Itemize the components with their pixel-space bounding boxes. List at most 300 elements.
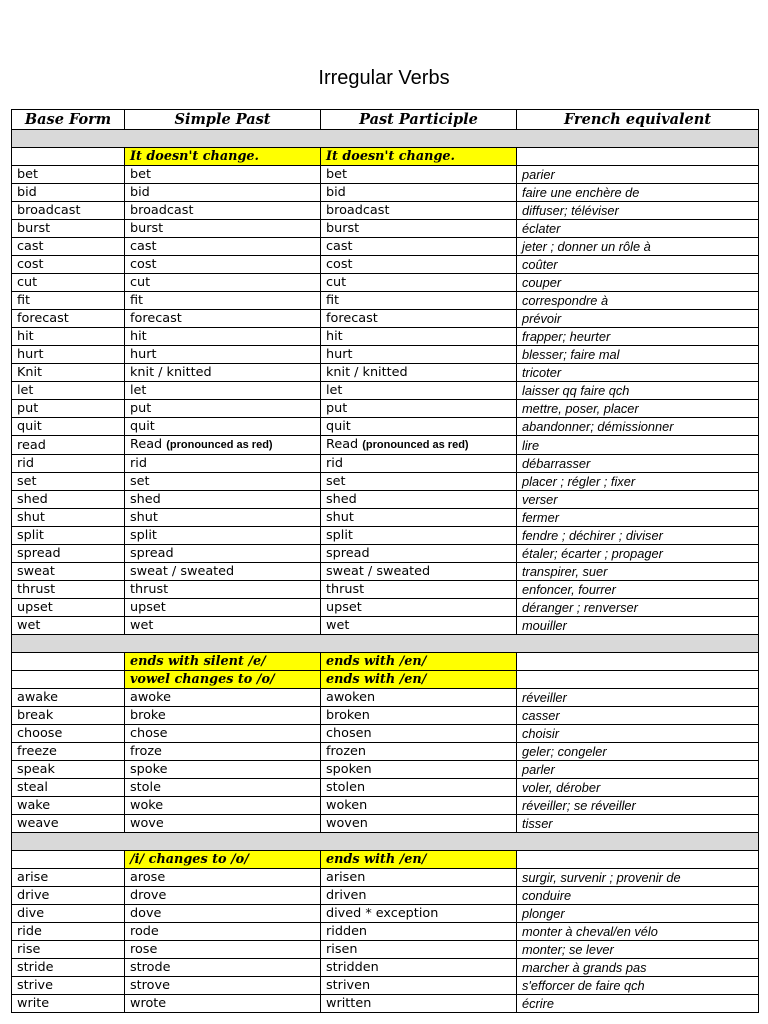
verb-form: rid <box>326 456 343 471</box>
french-equivalent-cell: marcher à grands pas <box>517 959 759 977</box>
verb-form: frozen <box>326 744 367 759</box>
past-participle-cell <box>321 491 517 509</box>
verb-form: arose <box>130 870 166 885</box>
base-form-cell: stride <box>12 959 125 977</box>
base-form-cell: set <box>12 473 125 491</box>
verb-form: split <box>130 528 157 543</box>
simple-past-cell <box>125 310 321 328</box>
french-equivalent-cell: surgir, survenir ; provenir de <box>517 869 759 887</box>
table-row <box>12 743 759 761</box>
base-form-cell: drive <box>12 887 125 905</box>
table-row <box>12 202 759 220</box>
french-equivalent-cell: plonger <box>517 905 759 923</box>
verb-form: shut <box>326 510 354 525</box>
french-equivalent-cell: lire <box>517 436 759 455</box>
table-row <box>12 887 759 905</box>
verb-form: bet <box>326 167 348 182</box>
base-form-cell: weave <box>12 815 125 833</box>
base-form-cell: bid <box>12 184 125 202</box>
simple-past-cell <box>125 292 321 310</box>
french-equivalent-cell: réveiller <box>517 689 759 707</box>
verb-form: rose <box>130 942 158 957</box>
french-equivalent-cell: diffuser; téléviser <box>517 202 759 220</box>
french-equivalent-cell: laisser qq faire qch <box>517 382 759 400</box>
separator-cell <box>12 833 759 851</box>
label-empty-cell <box>12 653 125 671</box>
base-form-cell: hit <box>12 328 125 346</box>
base-form-cell: fit <box>12 292 125 310</box>
base-form-cell: shed <box>12 491 125 509</box>
label-empty-cell <box>12 671 125 689</box>
simple-past-cell <box>125 418 321 436</box>
french-equivalent-cell: choisir <box>517 725 759 743</box>
french-equivalent-cell: déranger ; renverser <box>517 599 759 617</box>
label-past-participle: ends with /en/ <box>321 851 517 869</box>
table-row <box>12 491 759 509</box>
table-row <box>12 797 759 815</box>
base-form-cell: strive <box>12 977 125 995</box>
verb-form: broadcast <box>326 203 390 218</box>
section-label-row <box>12 653 759 671</box>
simple-past-cell <box>125 436 321 455</box>
base-form-cell: put <box>12 400 125 418</box>
verb-form: cost <box>326 257 353 272</box>
simple-past-cell <box>125 797 321 815</box>
verb-form: hurt <box>326 347 353 362</box>
past-participle-cell <box>321 725 517 743</box>
simple-past-cell <box>125 328 321 346</box>
simple-past-cell <box>125 166 321 184</box>
table-row <box>12 599 759 617</box>
table-row <box>12 382 759 400</box>
past-participle-cell <box>321 887 517 905</box>
verb-form: burst <box>130 221 164 236</box>
verb-form: spoke <box>130 762 168 777</box>
verb-form: wet <box>326 618 350 633</box>
past-participle-cell <box>321 869 517 887</box>
past-participle-cell <box>321 220 517 238</box>
verb-form: chosen <box>326 726 372 741</box>
table-row <box>12 418 759 436</box>
verb-form: forecast <box>326 311 378 326</box>
verb-form: spread <box>130 546 174 561</box>
french-equivalent-cell: abandonner; démissionner <box>517 418 759 436</box>
past-participle-cell <box>321 743 517 761</box>
table-row <box>12 220 759 238</box>
base-form-cell: forecast <box>12 310 125 328</box>
verb-form: hurt <box>130 347 157 362</box>
base-form-cell: hurt <box>12 346 125 364</box>
verb-form: cast <box>326 239 353 254</box>
french-equivalent-cell: parier <box>517 166 759 184</box>
table-row <box>12 941 759 959</box>
base-form-cell: dive <box>12 905 125 923</box>
label-empty-cell <box>517 148 759 166</box>
base-form-cell: speak <box>12 761 125 779</box>
verb-form: quit <box>130 419 155 434</box>
french-equivalent-cell: transpirer, suer <box>517 563 759 581</box>
verb-form: dove <box>130 906 162 921</box>
table-row <box>12 436 759 455</box>
table-row <box>12 400 759 418</box>
past-participle-cell <box>321 707 517 725</box>
verb-form: drove <box>130 888 167 903</box>
french-equivalent-cell: couper <box>517 274 759 292</box>
verb-form: wet <box>130 618 154 633</box>
table-row <box>12 328 759 346</box>
verb-form: put <box>326 401 348 416</box>
french-equivalent-cell: placer ; régler ; fixer <box>517 473 759 491</box>
verb-form: woke <box>130 798 164 813</box>
table-row <box>12 184 759 202</box>
verb-form: chose <box>130 726 168 741</box>
table-row <box>12 905 759 923</box>
simple-past-cell <box>125 545 321 563</box>
simple-past-cell <box>125 491 321 509</box>
verb-form: knit / knitted <box>130 365 212 380</box>
header-row <box>12 110 759 130</box>
french-equivalent-cell: étaler; écarter ; propager <box>517 545 759 563</box>
section-separator <box>12 635 759 653</box>
base-form-cell: upset <box>12 599 125 617</box>
verb-form: driven <box>326 888 367 903</box>
header-french-equivalent: French equivalent <box>517 110 759 130</box>
table-row <box>12 238 759 256</box>
section-label-row <box>12 671 759 689</box>
french-equivalent-cell: réveiller; se réveiller <box>517 797 759 815</box>
simple-past-cell <box>125 725 321 743</box>
past-participle-cell <box>321 761 517 779</box>
past-participle-cell <box>321 995 517 1013</box>
french-equivalent-cell: voler, dérober <box>517 779 759 797</box>
verb-form: awoke <box>130 690 171 705</box>
irregular-verbs-table <box>11 109 759 1013</box>
table-row <box>12 995 759 1013</box>
base-form-cell: ride <box>12 923 125 941</box>
verb-form: risen <box>326 942 358 957</box>
base-form-cell: break <box>12 707 125 725</box>
simple-past-cell <box>125 815 321 833</box>
french-equivalent-cell: fendre ; déchirer ; diviser <box>517 527 759 545</box>
verb-form: stridden <box>326 960 379 975</box>
verb-form: Read <box>130 437 163 452</box>
verb-form: sweat / sweated <box>326 564 431 579</box>
simple-past-cell <box>125 473 321 491</box>
verb-form: broadcast <box>130 203 194 218</box>
simple-past-cell <box>125 382 321 400</box>
french-equivalent-cell: mettre, poser, placer <box>517 400 759 418</box>
french-equivalent-cell: mouiller <box>517 617 759 635</box>
base-form-cell: arise <box>12 869 125 887</box>
simple-past-cell <box>125 274 321 292</box>
pronunciation-note: (pronounced as red) <box>166 439 273 451</box>
verb-form: burst <box>326 221 360 236</box>
verb-form: split <box>326 528 353 543</box>
simple-past-cell <box>125 779 321 797</box>
base-form-cell: choose <box>12 725 125 743</box>
past-participle-cell <box>321 815 517 833</box>
past-participle-cell <box>321 563 517 581</box>
simple-past-cell <box>125 977 321 995</box>
label-empty-cell <box>517 653 759 671</box>
table-row <box>12 815 759 833</box>
past-participle-cell <box>321 923 517 941</box>
table-row <box>12 455 759 473</box>
simple-past-cell <box>125 869 321 887</box>
past-participle-cell <box>321 941 517 959</box>
simple-past-cell <box>125 923 321 941</box>
french-equivalent-cell: monter; se lever <box>517 941 759 959</box>
base-form-cell: freeze <box>12 743 125 761</box>
simple-past-cell <box>125 959 321 977</box>
table-row <box>12 274 759 292</box>
past-participle-cell <box>321 292 517 310</box>
verb-form: spoken <box>326 762 372 777</box>
past-participle-cell <box>321 436 517 455</box>
past-participle-cell <box>321 238 517 256</box>
pronunciation-note: (pronounced as red) <box>362 439 469 451</box>
base-form-cell: wake <box>12 797 125 815</box>
simple-past-cell <box>125 707 321 725</box>
section-separator <box>12 130 759 148</box>
verb-form: shed <box>326 492 357 507</box>
verb-form: strode <box>130 960 171 975</box>
french-equivalent-cell: casser <box>517 707 759 725</box>
base-form-cell: read <box>12 436 125 455</box>
table-row <box>12 869 759 887</box>
simple-past-cell <box>125 455 321 473</box>
french-equivalent-cell: frapper; heurter <box>517 328 759 346</box>
past-participle-cell <box>321 382 517 400</box>
simple-past-cell <box>125 689 321 707</box>
french-equivalent-cell: tricoter <box>517 364 759 382</box>
base-form-cell: thrust <box>12 581 125 599</box>
simple-past-cell <box>125 563 321 581</box>
header-base-form: Base Form <box>12 110 125 130</box>
past-participle-cell <box>321 346 517 364</box>
past-participle-cell <box>321 599 517 617</box>
verb-form: rid <box>130 456 147 471</box>
simple-past-cell <box>125 238 321 256</box>
verb-form: stolen <box>326 780 366 795</box>
verb-form: woken <box>326 798 368 813</box>
base-form-cell: Knit <box>12 364 125 382</box>
verb-form: froze <box>130 744 162 759</box>
verb-form: shut <box>130 510 158 525</box>
base-form-cell: quit <box>12 418 125 436</box>
verb-form: striven <box>326 978 371 993</box>
table-row <box>12 923 759 941</box>
table-row <box>12 707 759 725</box>
verb-form: awoken <box>326 690 376 705</box>
table-row <box>12 473 759 491</box>
table-row <box>12 166 759 184</box>
verb-form: written <box>326 996 372 1011</box>
french-equivalent-cell: blesser; faire mal <box>517 346 759 364</box>
label-empty-cell <box>517 671 759 689</box>
french-equivalent-cell: s'efforcer de faire qch <box>517 977 759 995</box>
verb-form: Read <box>326 437 359 452</box>
past-participle-cell <box>321 617 517 635</box>
simple-past-cell <box>125 941 321 959</box>
past-participle-cell <box>321 166 517 184</box>
verb-form: fit <box>130 293 144 308</box>
base-form-cell: write <box>12 995 125 1013</box>
past-participle-cell <box>321 797 517 815</box>
verb-form: dived * exception <box>326 906 439 921</box>
simple-past-cell <box>125 509 321 527</box>
verb-form: rode <box>130 924 159 939</box>
base-form-cell: let <box>12 382 125 400</box>
verb-form: set <box>326 474 346 489</box>
verb-form: shed <box>130 492 161 507</box>
table-row <box>12 617 759 635</box>
simple-past-cell <box>125 995 321 1013</box>
base-form-cell: wet <box>12 617 125 635</box>
simple-past-cell <box>125 400 321 418</box>
french-equivalent-cell: fermer <box>517 509 759 527</box>
french-equivalent-cell: écrire <box>517 995 759 1013</box>
verb-form: wove <box>130 816 164 831</box>
table-row <box>12 563 759 581</box>
french-equivalent-cell: éclater <box>517 220 759 238</box>
label-simple-past: vowel changes to /o/ <box>125 671 321 689</box>
past-participle-cell <box>321 473 517 491</box>
past-participle-cell <box>321 364 517 382</box>
verb-form: upset <box>326 600 362 615</box>
simple-past-cell <box>125 761 321 779</box>
table-row <box>12 689 759 707</box>
verb-form: thrust <box>326 582 365 597</box>
base-form-cell: burst <box>12 220 125 238</box>
simple-past-cell <box>125 887 321 905</box>
past-participle-cell <box>321 977 517 995</box>
table-row <box>12 725 759 743</box>
verb-form: cast <box>130 239 157 254</box>
past-participle-cell <box>321 689 517 707</box>
past-participle-cell <box>321 581 517 599</box>
simple-past-cell <box>125 346 321 364</box>
verb-form: let <box>130 383 147 398</box>
verb-form: fit <box>326 293 340 308</box>
french-equivalent-cell: verser <box>517 491 759 509</box>
table-row <box>12 509 759 527</box>
past-participle-cell <box>321 779 517 797</box>
label-empty-cell <box>12 851 125 869</box>
simple-past-cell <box>125 364 321 382</box>
simple-past-cell <box>125 743 321 761</box>
past-participle-cell <box>321 527 517 545</box>
verb-form: forecast <box>130 311 182 326</box>
verb-form: woven <box>326 816 368 831</box>
french-equivalent-cell: faire une enchère de <box>517 184 759 202</box>
base-form-cell: cut <box>12 274 125 292</box>
header-past-participle: Past Participle <box>321 110 517 130</box>
simple-past-cell <box>125 905 321 923</box>
verb-form: cost <box>130 257 157 272</box>
verb-form: bid <box>326 185 346 200</box>
page-title: Irregular Verbs <box>318 67 450 89</box>
verb-form: cut <box>326 275 347 290</box>
verb-form: sweat / sweated <box>130 564 235 579</box>
simple-past-cell <box>125 599 321 617</box>
label-past-participle: It doesn't change. <box>321 148 517 166</box>
verb-form: thrust <box>130 582 169 597</box>
section-label-row <box>12 148 759 166</box>
verb-form: arisen <box>326 870 366 885</box>
table-row <box>12 761 759 779</box>
verb-form: bid <box>130 185 150 200</box>
simple-past-cell <box>125 202 321 220</box>
past-participle-cell <box>321 545 517 563</box>
section-separator <box>12 833 759 851</box>
base-form-cell: broadcast <box>12 202 125 220</box>
table-body <box>12 130 759 1013</box>
table-row <box>12 346 759 364</box>
french-equivalent-cell: monter à cheval/en vélo <box>517 923 759 941</box>
past-participle-cell <box>321 184 517 202</box>
past-participle-cell <box>321 418 517 436</box>
simple-past-cell <box>125 184 321 202</box>
verb-form: set <box>130 474 150 489</box>
separator-cell <box>12 130 759 148</box>
french-equivalent-cell: coûter <box>517 256 759 274</box>
past-participle-cell <box>321 905 517 923</box>
base-form-cell: bet <box>12 166 125 184</box>
verb-form: wrote <box>130 996 167 1011</box>
past-participle-cell <box>321 455 517 473</box>
simple-past-cell <box>125 617 321 635</box>
base-form-cell: rise <box>12 941 125 959</box>
verb-form: broken <box>326 708 370 723</box>
verb-form: upset <box>130 600 166 615</box>
table-row <box>12 977 759 995</box>
past-participle-cell <box>321 328 517 346</box>
verb-form: knit / knitted <box>326 365 408 380</box>
base-form-cell: cast <box>12 238 125 256</box>
simple-past-cell <box>125 220 321 238</box>
verb-form: spread <box>326 546 370 561</box>
label-simple-past: ends with silent /e/ <box>125 653 321 671</box>
table-row <box>12 527 759 545</box>
verb-form: put <box>130 401 152 416</box>
verb-form: strove <box>130 978 170 993</box>
french-equivalent-cell: tisser <box>517 815 759 833</box>
table-row <box>12 581 759 599</box>
label-empty-cell <box>517 851 759 869</box>
past-participle-cell <box>321 256 517 274</box>
past-participle-cell <box>321 400 517 418</box>
label-simple-past: /i/ changes to /o/ <box>125 851 321 869</box>
french-equivalent-cell: parler <box>517 761 759 779</box>
label-past-participle: ends with /en/ <box>321 671 517 689</box>
french-equivalent-cell: prévoir <box>517 310 759 328</box>
verb-form: quit <box>326 419 351 434</box>
base-form-cell: rid <box>12 455 125 473</box>
label-simple-past: It doesn't change. <box>125 148 321 166</box>
simple-past-cell <box>125 256 321 274</box>
verb-form: ridden <box>326 924 368 939</box>
french-equivalent-cell: correspondre à <box>517 292 759 310</box>
base-form-cell: steal <box>12 779 125 797</box>
table-row <box>12 310 759 328</box>
french-equivalent-cell: débarrasser <box>517 455 759 473</box>
past-participle-cell <box>321 202 517 220</box>
verb-form: stole <box>130 780 161 795</box>
french-equivalent-cell: conduire <box>517 887 759 905</box>
base-form-cell: awake <box>12 689 125 707</box>
past-participle-cell <box>321 959 517 977</box>
